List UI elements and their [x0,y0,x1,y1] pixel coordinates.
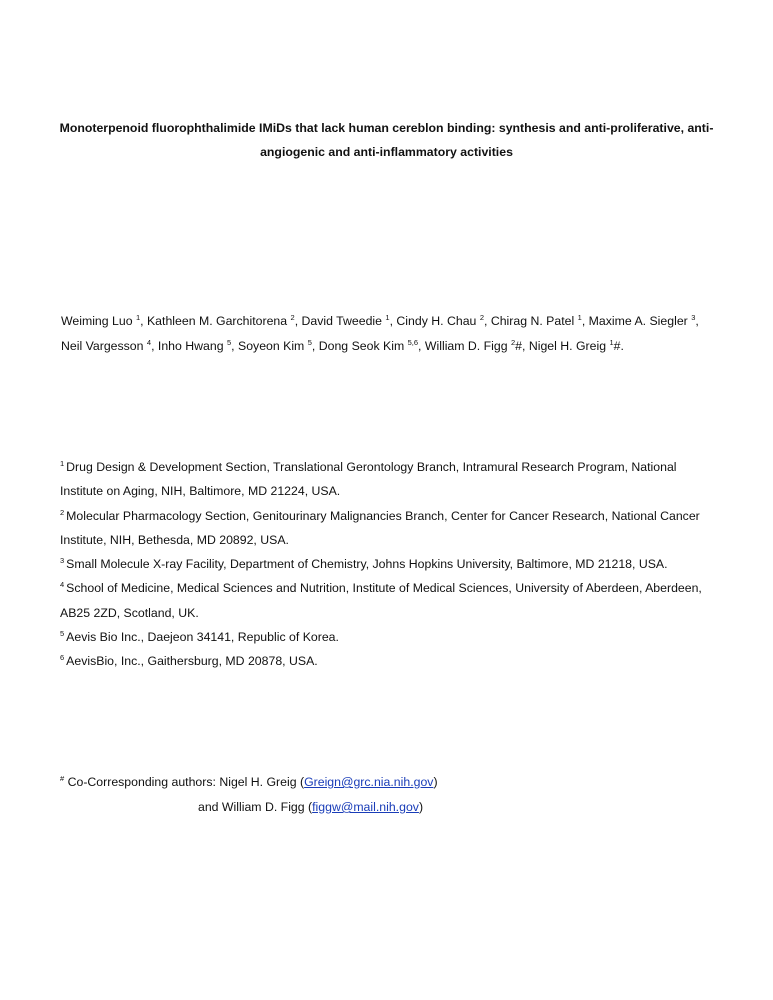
title-line-2: angiogenic and anti-inflammatory activities [260,145,513,159]
author-name: Soyeon Kim [238,338,305,353]
author-name: William D. Figg [424,338,508,353]
author-affiliation-sup: 1 [609,337,614,347]
affiliation-text: School of Medicine, Medical Sciences and Nutrition, Institute of Medical Sciences, University of Aberdeen, Aberdeen, AB25 2ZD, Scotland, UK. [60,581,702,620]
affiliation-item [60,649,720,673]
paper-title [40,116,733,164]
affiliation-text: Aevis Bio Inc., Daejeon 34141, Republic of Korea. [66,630,339,645]
author-affiliation-sup: 5 [307,337,312,347]
author-separator: , [581,314,589,328]
author-name: Dong Seok Kim [318,338,405,353]
author-name: Inho Hwang [157,338,224,353]
title-line-1: Monoterpenoid fluorophthalimide IMiDs that lack human cereblon binding: synthesis and anti-proliferative, anti- [59,121,714,135]
author-name: David Tweedie [301,314,382,328]
author-affiliation-sup: 5,6 [407,337,419,347]
author-affiliation-sup: 3 [691,313,696,322]
affiliation-item [60,552,720,576]
affiliation-number: 2 [60,507,65,517]
email-link-figg[interactable]: figgw@mail.nih.gov [312,800,419,814]
affiliation-text: Molecular Pharmacology Section, Genitourinary Malignancies Branch, Center for Cancer Research, National Cancer Institute, NIH, Bethesda, MD 20892, USA. [60,508,700,547]
author-separator: , [151,338,158,353]
affiliation-text: AevisBio, Inc., Gaithersburg, MD 20878, USA. [66,654,318,669]
author-affiliation-sup: 1 [385,313,390,322]
affiliation-text: Small Molecule X-ray Facility, Department of Chemistry, Johns Hopkins University, Baltimore, MD 21218, USA. [66,557,668,572]
affiliation-text: Drug Design & Development Section, Translational Gerontology Branch, Intramural Research Program, National Institute on Aging, NIH, Baltimore, MD 21224, USA. [60,460,677,499]
affiliation-number: 1 [60,459,65,468]
correspondence-line-2 [60,795,720,820]
author-separator: #, [515,338,529,353]
author-affiliation-sup: 2 [290,313,295,322]
correspondence-line-1 [60,770,720,795]
affiliation-number: 3 [60,556,65,566]
author-affiliation-sup: 2 [479,313,484,322]
author-separator: , [483,314,491,328]
affiliation-item [60,455,720,504]
author-affiliation-sup: 5 [226,337,232,347]
correspondence-marker: # [60,774,65,783]
author-separator: , [231,338,238,353]
author-name: Weiming Luo [61,314,133,328]
author-affiliation-sup: 1 [135,313,141,322]
author-separator: , [140,314,147,328]
paren-close: ) [418,800,424,814]
author-list [61,309,721,358]
author-name: Chirag N. Patel [490,314,575,328]
author-affiliation-sup: 2 [510,337,516,347]
author-separator: , [294,314,302,328]
author-separator: , [311,338,319,353]
affiliation-item [60,576,720,625]
author-separator: , [695,314,699,328]
correspondence-line2-prefix: and William D. Figg ( [198,800,313,814]
author-separator: , [418,338,425,353]
author-affiliation-sup: 1 [577,313,582,322]
author-name: Neil Vargesson [61,338,144,353]
correspondence-label: Co-Corresponding authors: Nigel H. Greig ( [67,775,305,789]
email-link-greig[interactable]: Greign@grc.nia.nih.gov [304,775,434,789]
author-name: Nigel H. Greig [528,338,607,353]
affiliation-number: 6 [60,653,65,663]
author-name: Cindy H. Chau [396,314,477,328]
affiliation-number: 4 [60,580,65,590]
affiliation-list [60,455,720,674]
affiliation-number: 5 [60,629,65,639]
author-name: Maxime A. Siegler [588,314,688,328]
author-name: Kathleen M. Garchitorena [146,314,288,328]
author-separator: #. [613,338,624,353]
affiliation-item [60,504,720,553]
author-separator: , [389,314,397,328]
affiliation-item [60,625,720,649]
correspondence-block [60,770,720,820]
author-affiliation-sup: 4 [146,337,152,347]
paren-close: ) [433,775,438,789]
